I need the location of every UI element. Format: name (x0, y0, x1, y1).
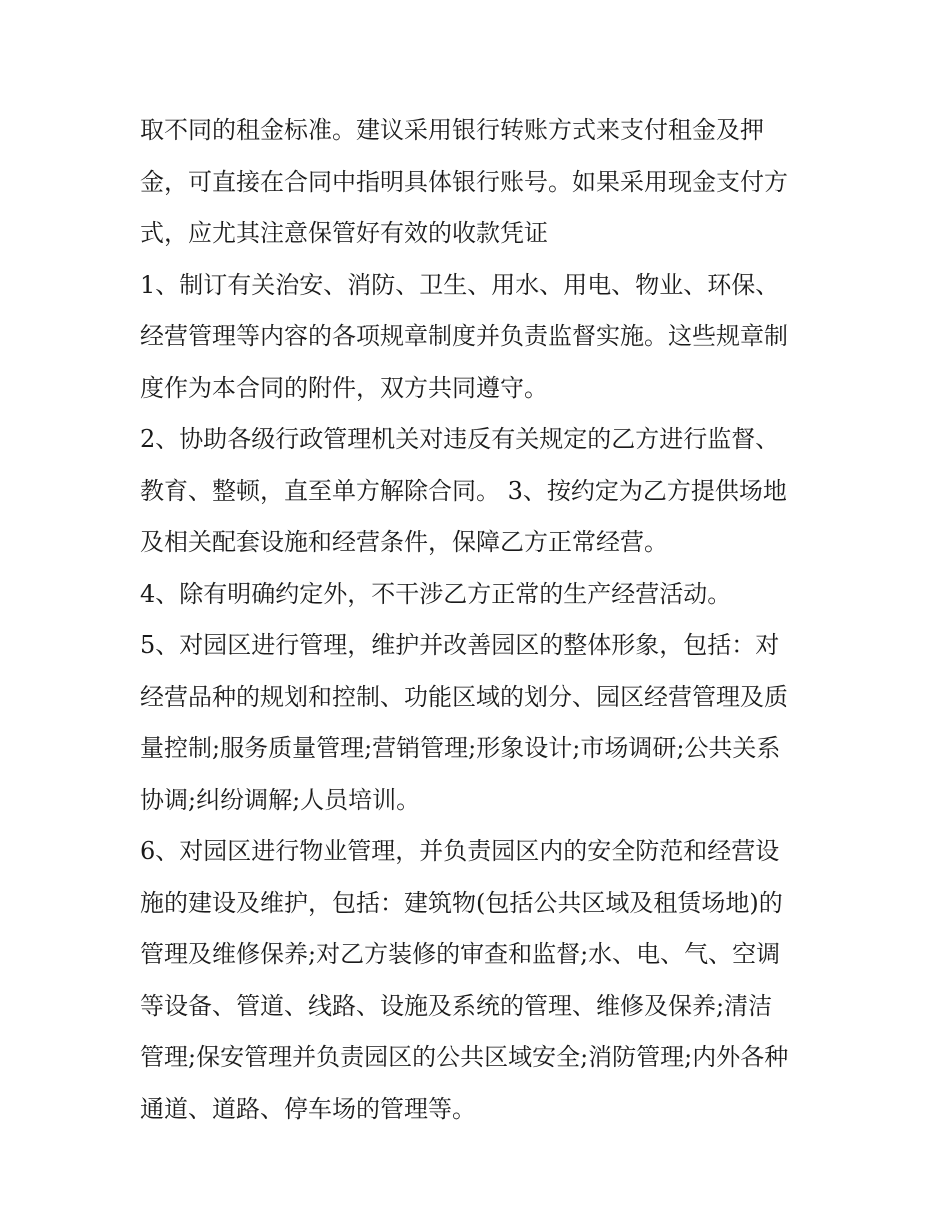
text-line: 及相关配套设施和经营条件，保障乙方正常经营。 (140, 528, 668, 556)
text-line: 2、协助各级行政管理机关对违反有关规定的乙方进行监督、 (140, 425, 780, 453)
text-line: 金，可直接在合同中指明具体银行账号。如果采用现金支付方 (140, 167, 788, 196)
text-line: 施的建设及维护，包括：建筑物(包括公共区域及租赁场地)的 (140, 888, 783, 917)
text-line: 经营品种的规划和控制、功能区域的划分、园区经营管理及质 (140, 682, 788, 711)
text-line: 教育、整顿，直至单方解除合同。 3、按约定为乙方提供场地 (140, 476, 787, 505)
text-line: 通道、道路、停车场的管理等。 (140, 1094, 476, 1123)
text-line: 协调;纠纷调解;人员培训。 (140, 785, 421, 814)
text-line: 等设备、管道、线路、设施及系统的管理、维修及保养;清洁 (140, 991, 773, 1020)
text-line: 管理;保安管理并负责园区的公共区域安全;消防管理;内外各种 (140, 1043, 789, 1071)
text-line: 5、对园区进行管理，维护并改善园区的整体形象，包括：对 (140, 631, 780, 659)
text-line: 度作为本合同的附件，双方共同遵守。 (140, 373, 548, 402)
text-line: 管理及维修保养;对乙方装修的审查和监督;水、电、气、空调 (140, 940, 781, 968)
text-line: 式，应尤其注意保管好有效的收款凭证 (140, 219, 548, 247)
text-line: 1、制订有关治安、消防、卫生、用水、用电、物业、环保、 (140, 270, 780, 299)
text-line: 6、对园区进行物业管理，并负责园区内的安全防范和经营设 (140, 837, 780, 865)
text-line: 取不同的租金标准。建议采用银行转账方式来支付租金及押 (140, 116, 764, 144)
text-line: 量控制;服务质量管理;营销管理;形象设计;市场调研;公共关系 (140, 734, 781, 762)
document-body (140, 105, 820, 1135)
text-line: 4、除有明确约定外，不干涉乙方正常的生产经营活动。 (140, 579, 732, 608)
text-line: 经营管理等内容的各项规章制度并负责监督实施。这些规章制 (140, 322, 788, 350)
